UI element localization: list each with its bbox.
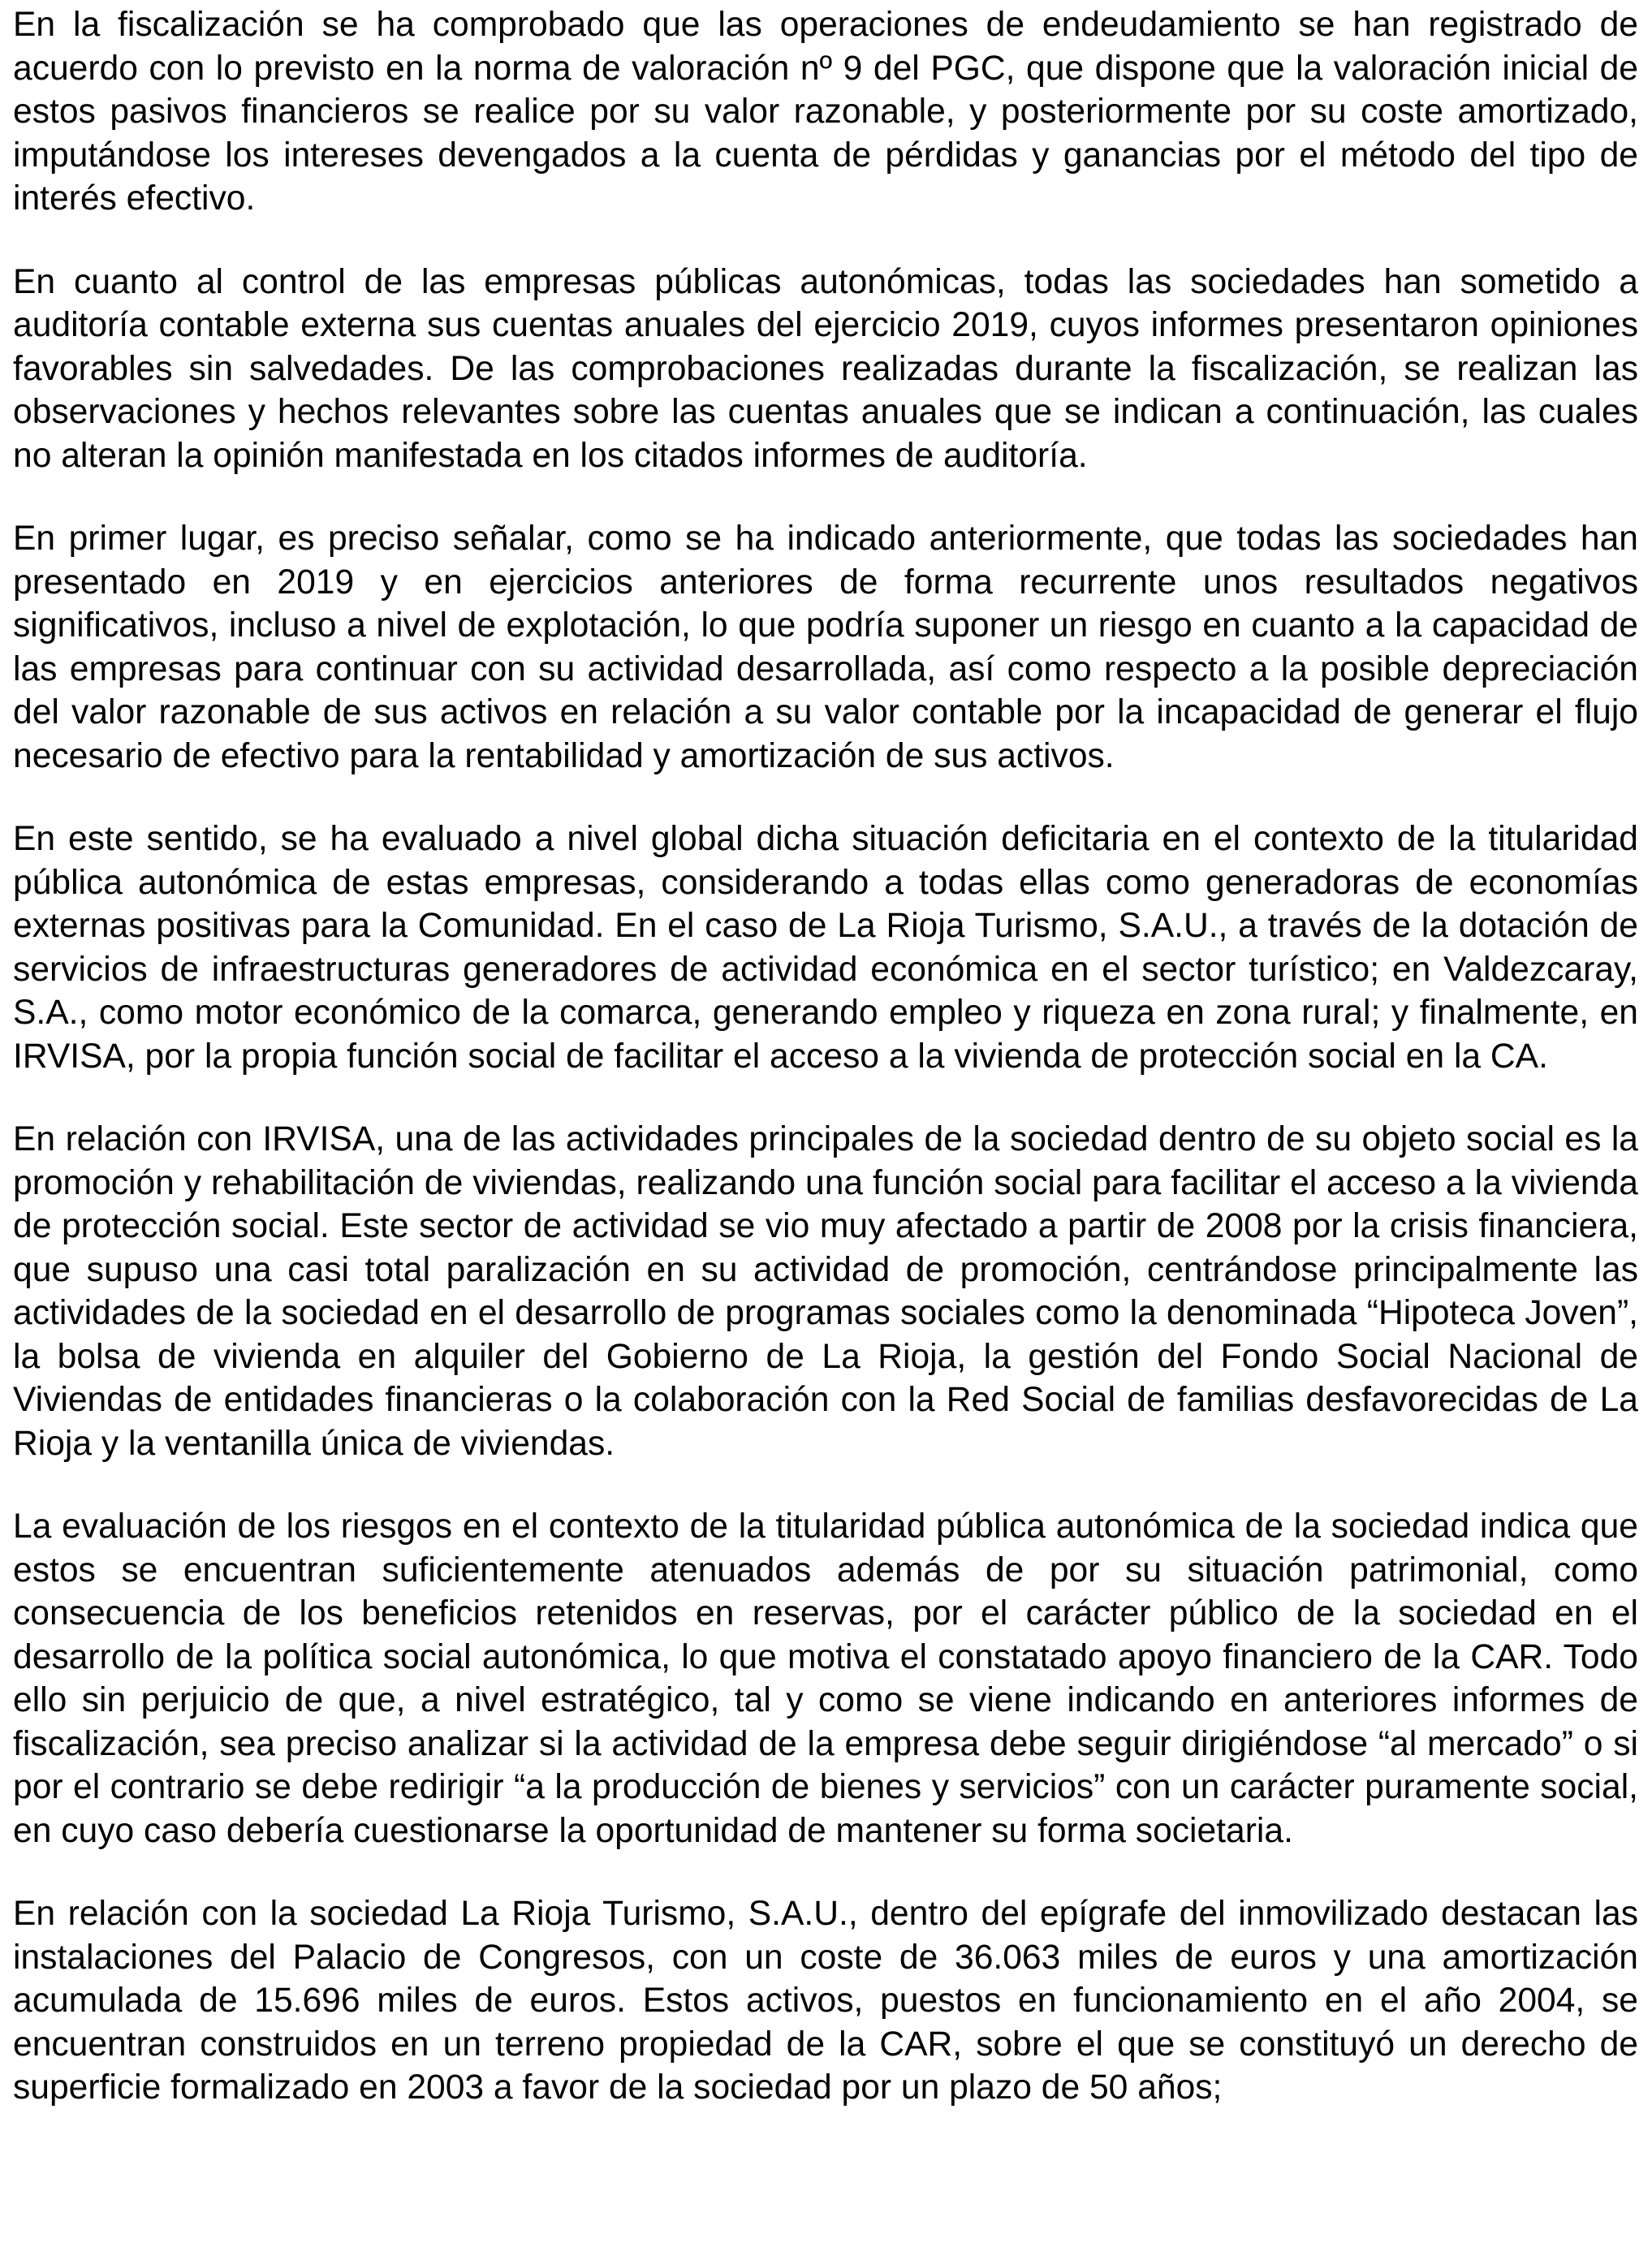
paragraph-situacion-deficitaria: En este sentido, se ha evaluado a nivel global dicha situación deficitaria en el contexto de la titularidad pública autonómica de estas empresas, considerando a todas ellas como generadoras de economías externas positivas para la Comunidad. En el caso de La Rioja Turismo, S.A.U., a través de la dotación de servicios de infraestructuras generadores de actividad económica en el sector turístico; en Valdezcaray, S.A., como motor económico de la comarca, generando empleo y riqueza en zona rural; y finalmente, en IRVISA, por la propia función social de facilitar el acceso a la vivienda de protección social en la CA. [13,819,1638,1076]
paragraph-endeudamiento: En la fiscalización se ha comprobado que las operaciones de endeudamiento se han registrado de acuerdo con lo previsto en la norma de valoración nº 9 del PGC, que dispone que la valoración inicial de estos pasivos financieros se realice por su valor razonable, y posteriormente por su coste amortizado, imputándose los intereses devengados a la cuenta de pérdidas y ganancias por el método del tipo de interés efectivo. [13,5,1638,218]
paragraph-evaluacion-riesgos: La evaluación de los riesgos en el contexto de la titularidad pública autonómica de la sociedad indica que estos se encuentran suficientemente atenuados además de por su situación patrimonial, como consecuencia de los beneficios retenidos en reservas, por el carácter público de la sociedad en el desarrollo de la política social autonómica, lo que motiva el constatado apoyo financiero de la CAR. Todo ello sin perjuicio de que, a nivel estratégico, tal y como se viene indicando en anteriores informes de fiscalización, sea preciso analizar si la actividad de la empresa debe seguir dirigiéndose “al mercado” o si por el contrario se debe redirigir “a la producción de bienes y servicios” con un carácter puramente social, en cuyo caso debería cuestionarse la oportunidad de mantener su forma societaria. [13,1507,1638,1850]
paragraph-la-rioja-turismo: En relación con la sociedad La Rioja Turismo, S.A.U., dentro del epígrafe del inmovilizado destacan las instalaciones del Palacio de Congresos, con un coste de 36.063 miles de euros y una amortización acumulada de 15.696 miles de euros. Estos activos, puestos en funcionamiento en el año 2004, se encuentran construidos en un terreno propiedad de la CAR, sobre el que se constituyó un derecho de superficie formalizado en 2003 a favor de la sociedad por un plazo de 50 años; [13,1894,1638,2107]
paragraph-control-empresas: En cuanto al control de las empresas públicas autonómicas, todas las sociedades han sometido a auditoría contable externa sus cuentas anuales del ejercicio 2019, cuyos informes presentaron opiniones favorables sin salvedades. De las comprobaciones realizadas durante la fiscalización, se realizan las observaciones y hechos relevantes sobre las cuentas anuales que se indican a continuación, las cuales no alteran la opinión manifestada en los citados informes de auditoría. [13,261,1638,475]
paragraph-irvisa: En relación con IRVISA, una de las actividades principales de la sociedad dentro de su objeto social es la promoción y rehabilitación de viviendas, realizando una función social para facilitar el acceso a la vivienda de protección social. Este sector de actividad se vio muy afectado a partir de 2008 por la crisis financiera, que supuso una casi total paralización en su actividad de promoción, centrándose principalmente las actividades de la sociedad en el desarrollo de programas sociales como la denominada “Hipoteca Joven”, la bolsa de vivienda en alquiler del Gobierno de La Rioja, la gestión del Fondo Social Nacional de Viviendas de entidades financieras o la colaboración con la Red Social de familias desfavorecidas de La Rioja y la ventanilla única de viviendas. [13,1119,1638,1463]
paragraph-resultados-negativos: En primer lugar, es preciso señalar, como se ha indicado anteriormente, que todas las sociedades han presentado en 2019 y en ejercicios anteriores de forma recurrente unos resultados negativos significativos, incluso a nivel de explotación, lo que podría suponer un riesgo en cuanto a la capacidad de las empresas para continuar con su actividad desarrollada, así como respecto a la posible depreciación del valor razonable de sus activos en relación a su valor contable por la incapacidad de generar el flujo necesario de efectivo para la rentabilidad y amortización de sus activos. [13,519,1638,775]
document-page [13,3,1638,2110]
